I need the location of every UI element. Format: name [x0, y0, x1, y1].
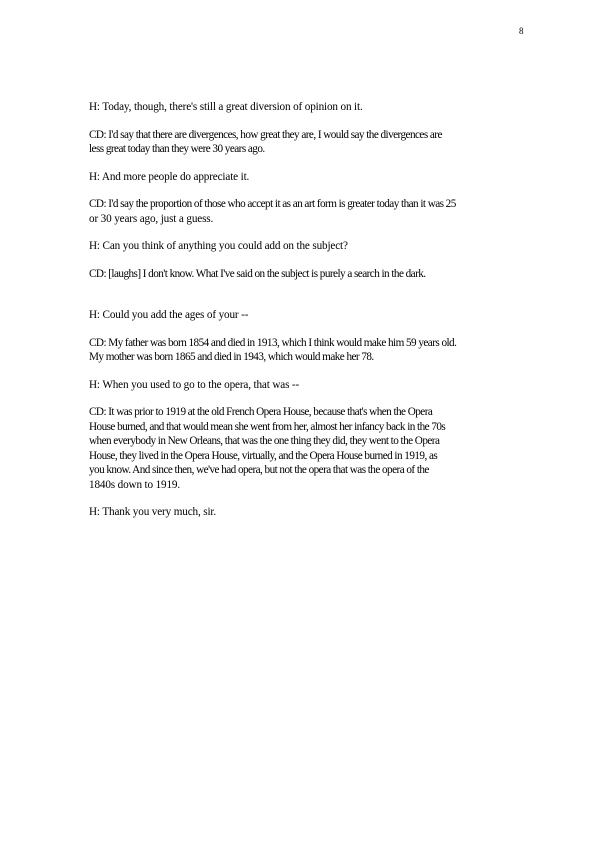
text-line: My mother was born 1865 and died in 1943, which would make her 78. — [89, 351, 374, 363]
text-line: H: When you used to go to the opera, that was -- — [89, 378, 300, 391]
text-line: H: And more people do appreciate it. — [89, 170, 250, 183]
transcript-paragraph — [89, 378, 525, 393]
text-line: 1840s down to 1919. — [89, 478, 181, 491]
transcript-paragraph — [89, 239, 525, 254]
text-line: less great today than they were 30 years ago. — [89, 143, 265, 155]
text-line: H: Can you think of anything you could add on the subject? — [89, 240, 348, 252]
text-line: House, they lived in the Opera House, virtually, and the Opera House burned in 1919, as — [89, 449, 438, 462]
transcript-paragraph — [89, 100, 525, 115]
text-line: H: Thank you very much, sir. — [89, 506, 217, 518]
text-line: CD: I'd say the proportion of those who accept it as an art form is greater today than it was 25 — [89, 198, 456, 210]
text-line: House burned, and that would mean she went from her, almost her infancy back in the 70s — [89, 420, 446, 433]
text-line: you know. And since then, we've had opera, but not the opera that was the opera of the — [89, 464, 429, 476]
text-line: CD: My father was born 1854 and died in 1913, which I think would make him 59 years old. — [89, 336, 457, 349]
text-line: CD: I'd say that there are divergences, how great they are, I would say the divergences are — [89, 128, 442, 141]
transcript-paragraph — [89, 128, 525, 157]
transcript-paragraph — [89, 405, 525, 492]
text-line: or 30 years ago, just a guess. — [89, 212, 214, 225]
transcript-body — [89, 100, 525, 520]
text-line: H: Today, though, there's still a great diversion of opinion on it. — [89, 101, 363, 113]
transcript-paragraph — [89, 505, 525, 520]
text-line: CD: [laughs] I don't know. What I've said on the subject is purely a search in the dark. — [89, 267, 426, 280]
page-number: 8 — [519, 26, 524, 36]
transcript-paragraph — [89, 170, 525, 185]
text-line: H: Could you add the ages of your -- — [89, 309, 249, 321]
transcript-paragraph — [89, 308, 525, 323]
text-line: when everybody in New Orleans, that was the one thing they did, they went to the Opera — [89, 435, 440, 447]
transcript-paragraph — [89, 336, 525, 365]
text-line: CD: It was prior to 1919 at the old French Opera House, because that's when the Opera — [89, 406, 433, 418]
transcript-paragraph — [89, 197, 525, 226]
transcript-paragraph — [89, 267, 525, 282]
